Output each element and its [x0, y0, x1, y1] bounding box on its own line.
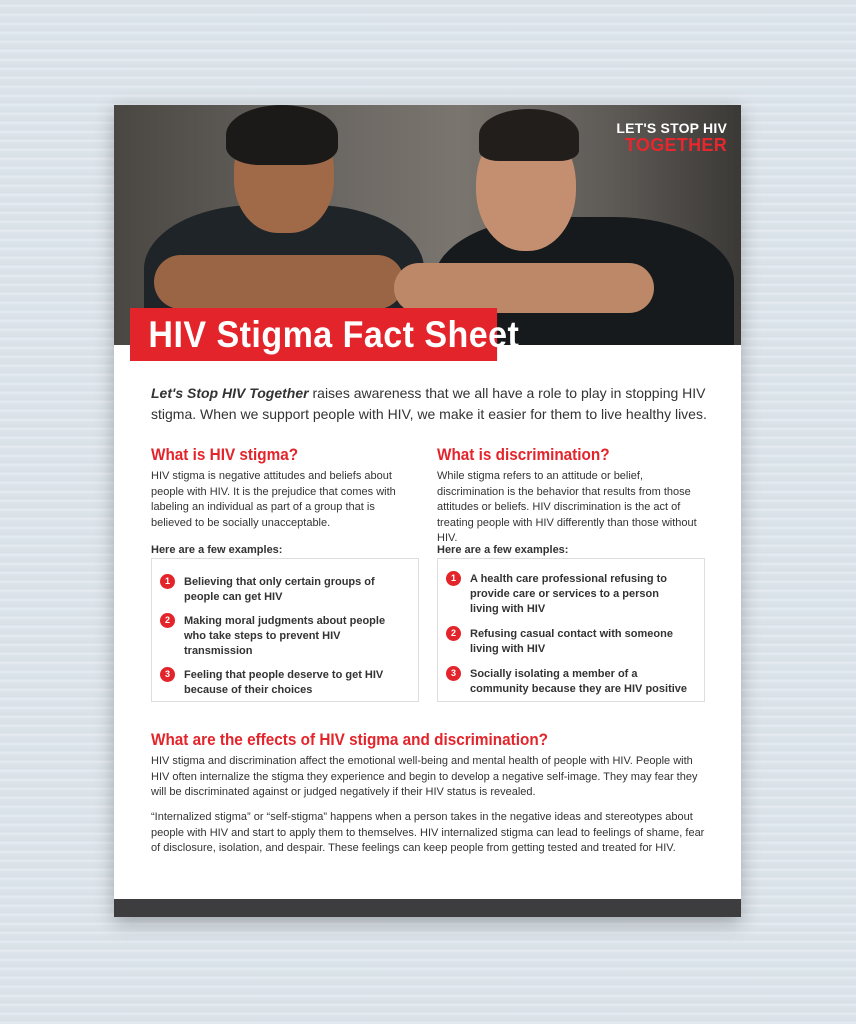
stigma-body: HIV stigma is negative attitudes and beliefs about people with HIV. It is the prejudice that comes with labeling an individual as part of a group that is believed to be socially unacceptable. — [151, 470, 396, 529]
effects-paragraph-1: HIV stigma and discrimination affect the emotional well-being and mental health of people with HIV. People with HIV often internalize the stigma they experience and begin to develop a negative self-image. They may fear they will be discriminated against or judged negatively if their HIV status is revealed. — [151, 755, 698, 798]
stigma-examples-box — [151, 558, 419, 702]
campaign-name: Let's Stop HIV Together — [151, 385, 309, 401]
person-right-hair — [479, 109, 579, 161]
footer-bar — [114, 899, 741, 917]
effects-heading: What are the effects of HIV stigma and discrimination? — [151, 730, 549, 749]
stigma-examples-label: Here are a few examples: — [151, 544, 283, 556]
number-badge: 2 — [160, 613, 175, 628]
number-badge: 3 — [160, 667, 175, 682]
effects-paragraph-2: “Internalized stigma” or “self-stigma” happens when a person takes in the negative ideas and stereotypes about people with HIV and start to apply them to themselves. HIV internalized stigma can lead to feelings of shame, fear of disclosure, isolation, and despair. These feelings can keep people from getting tested and treated for HIV. — [151, 811, 705, 854]
discrimination-examples-label: Here are a few examples: — [437, 544, 569, 556]
list-item-text: Feeling that people deserve to get HIV because of their choices — [184, 669, 384, 696]
number-badge: 2 — [446, 626, 461, 641]
number-badge: 1 — [446, 571, 461, 586]
person-left-hair — [226, 105, 338, 165]
person-left-arm — [154, 255, 404, 309]
stigma-heading: What is HIV stigma? — [151, 445, 299, 464]
list-item-text: Believing that only certain groups of people can get HIV — [184, 576, 375, 603]
list-item-text: Making moral judgments about people who take steps to prevent HIV transmission — [184, 615, 386, 657]
list-item-text: A health care professional refusing to provide care or services to a person living with HIV — [470, 573, 668, 615]
discrimination-heading: What is discrimination? — [437, 445, 610, 464]
brand-line-1: LET'S STOP HIV — [616, 120, 727, 136]
discrimination-body: While stigma refers to an attitude or belief, discrimination is the behavior that results from those attitudes or beliefs. HIV discrimination is the act of treating people with HIV differently than those without HIV. — [437, 470, 697, 544]
list-item-text: Refusing casual contact with someone living with HIV — [470, 628, 673, 655]
brand-logo — [616, 121, 727, 154]
number-badge: 3 — [446, 666, 461, 681]
person-right-arm — [394, 263, 654, 313]
number-badge: 1 — [160, 574, 175, 589]
page-title: HIV Stigma Fact Sheet — [130, 308, 497, 361]
intro-text: raises awareness that we all have a role to play in stopping HIV stigma. When we support people with HIV, we make it easier for them to live healthy lives. — [151, 385, 707, 422]
fact-sheet-page — [114, 105, 741, 917]
brand-line-2: TOGETHER — [624, 135, 727, 155]
intro-paragraph — [151, 383, 711, 425]
list-item-text: Socially isolating a member of a community because they are HIV positive — [470, 668, 688, 695]
discrimination-examples-box — [437, 558, 705, 702]
